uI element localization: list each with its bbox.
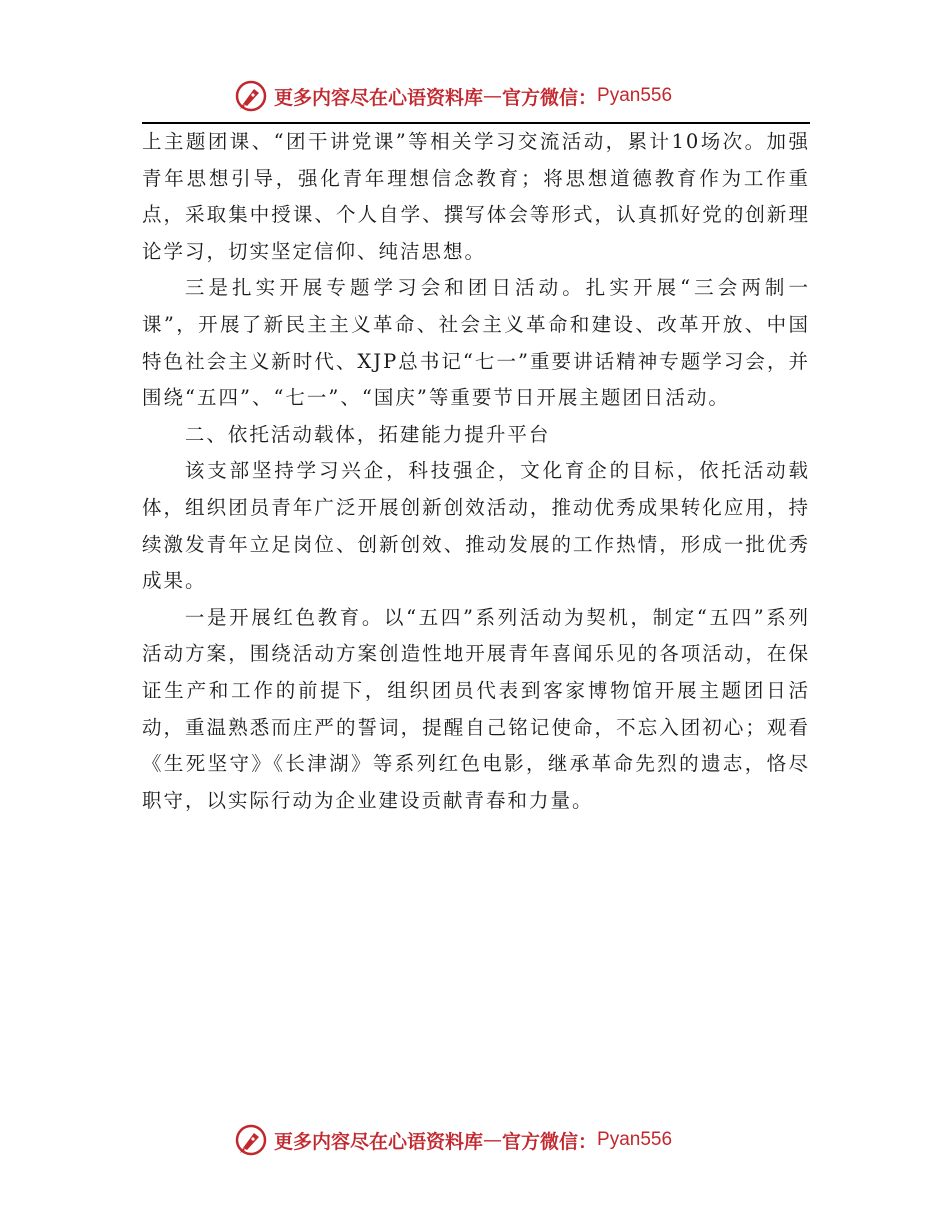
footer-banner-dash: —	[483, 1129, 503, 1151]
document-body	[142, 124, 810, 819]
paragraph-activity-carrier: 该支部坚持学习兴企，科技强企，文化育企的目标，依托活动载体，组织团员青年广泛开展创新创效活动，推动优秀成果转化应用，持续激发青年立足岗位、创新创效、推动发展的工作热情，形成一批优秀成果。	[142, 459, 810, 593]
header-banner-handle: Pyan556	[597, 85, 673, 106]
header-banner-suffix: 官方微信：	[502, 86, 598, 109]
footer-banner-main: 更多内容尽在心语资料库	[274, 1130, 484, 1153]
paragraph-continued: 上主题团课、“团干讲党课”等相关学习交流活动，累计10场次。加强青年思想引导，强化青年理想信念教育；将思想道德教育作为工作重点，采取集中授课、个人自学、撰写体会等形式，认真抓好党的创新理论学习，切实坚定信仰、纯洁思想。	[142, 130, 810, 263]
footer-banner-suffix: 官方微信：	[502, 1130, 598, 1153]
paragraph-red-education: 一是开展红色教育。以“五四”系列活动为契机，制定“五四”系列活动方案，围绕活动方案创造性地开展青年喜闻乐见的各项活动，在保证生产和工作的前提下，组织团员代表到客家博物馆开展主题团日活动，重温熟悉而庄严的誓词，提醒自己铭记使命，不忘入团初心；观看《生死坚守》《长津湖》等系列红色电影，继承革命先烈的遗志，恪尽职守，以实际行动为企业建设贡献青春和力量。	[142, 605, 810, 812]
paragraph-study-sessions: 三是扎实开展专题学习会和团日活动。扎实开展“三会两制一课”，开展了新民主主义革命、社会主义革命和建设、改革开放、中国特色社会主义新时代、XJP总书记“七一”重要讲话精神专题学习会，并围绕“五四”、“七一”、“国庆”等重要节日开展主题团日活动。	[142, 276, 810, 410]
footer-banner-handle: Pyan556	[597, 1129, 673, 1150]
header-banner-dash: —	[483, 85, 503, 107]
pen-nib-logo-icon	[234, 1123, 268, 1157]
page-footer	[142, 1114, 810, 1166]
header-banner-main: 更多内容尽在心语资料库	[274, 86, 484, 109]
section-heading-two: 二、依托活动载体，拓建能力提升平台	[184, 422, 551, 446]
page-header	[142, 70, 810, 124]
pen-nib-logo-icon	[234, 79, 268, 113]
footer-banner	[234, 1120, 672, 1160]
header-banner	[234, 76, 672, 116]
